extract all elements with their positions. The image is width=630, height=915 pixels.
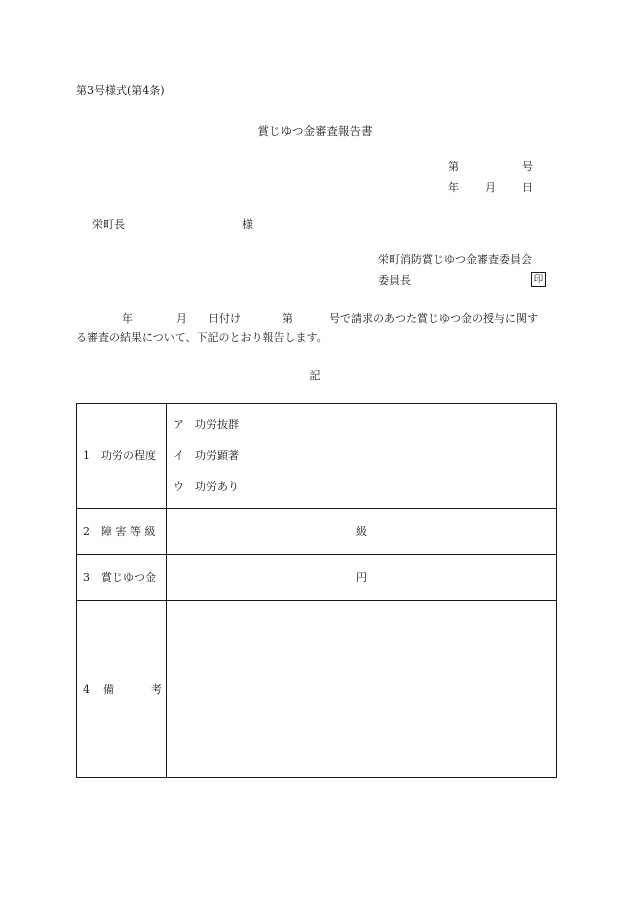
form-number: 第3号様式(第4条) [76, 84, 165, 97]
addressee-honorific: 様 [242, 218, 253, 231]
addressee-name: 栄町長 [92, 218, 125, 231]
row1-label: 1 功労の程度 [83, 449, 156, 462]
row4-number: 4 [83, 683, 90, 696]
body-line-1 [76, 312, 558, 326]
date-day: 日 [522, 181, 533, 194]
table-row-divider [77, 554, 556, 555]
row2-value-unit: 級 [356, 525, 367, 538]
ki-heading: 記 [309, 369, 321, 382]
row4-label-a: 備 [103, 683, 114, 696]
report-table [76, 403, 557, 778]
table-row-divider [77, 508, 556, 509]
body-year: 年 [122, 312, 133, 325]
body-line-2: る審査の結果について、下記のとおり報告します。 [76, 331, 328, 344]
row3-value-unit: 円 [356, 571, 367, 584]
seal-mark: 印 [531, 272, 546, 287]
row3-label: 3 賞じゆつ金 [83, 571, 156, 584]
body-dated: 日付け [208, 312, 241, 325]
body-number-prefix: 第 [282, 312, 293, 325]
number-prefix: 第 [448, 160, 459, 173]
date-year: 年 [448, 181, 459, 194]
body-line1-rest: 号で請求のあつた賞じゆつ金の授与に関す [329, 312, 538, 325]
document-title: 賞じゆつ金審査報告書 [257, 124, 373, 138]
row1-option-a: ア 功労抜群 [173, 418, 239, 431]
row2-label: 2 障 害 等 級 [83, 525, 156, 538]
number-suffix: 号 [522, 160, 533, 173]
row4-label-b: 考 [151, 683, 162, 696]
table-column-divider [166, 404, 167, 777]
row1-option-b: イ 功労顕著 [173, 449, 239, 462]
table-row-divider [77, 600, 556, 601]
row1-option-c: ウ 功労あり [173, 480, 239, 493]
body-month: 月 [176, 312, 187, 325]
date-month: 月 [485, 181, 496, 194]
committee-name: 栄町消防賞じゆつ金審査委員会 [378, 253, 532, 266]
committee-chair: 委員長 [378, 274, 411, 287]
